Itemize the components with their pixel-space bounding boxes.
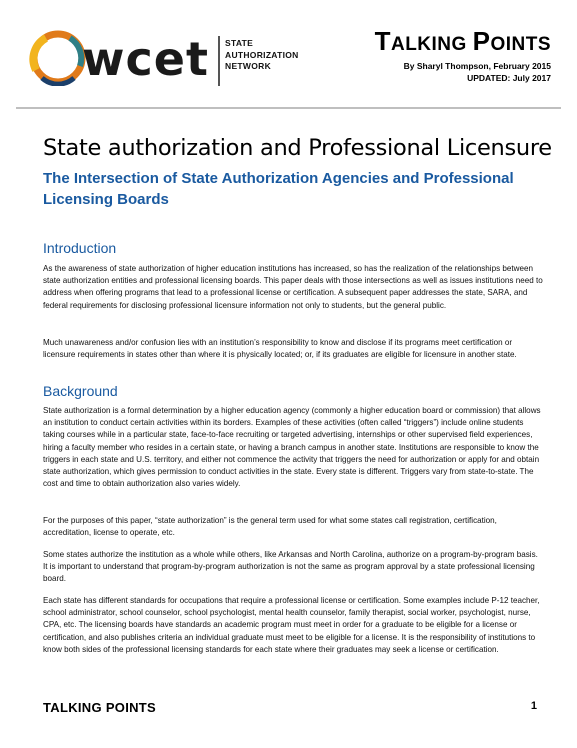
series-title (375, 26, 551, 57)
author-date: By Sharyl Thompson, February 2015 (403, 61, 551, 71)
intro-paragraph-1: As the awareness of state authorization of higher education institutions has increased, so has the realization of the relationships between state authorization entities and professional licensing boards. This paper deals with those intersections as well as issues institutions need to address when offering programs that lead to a professional license or certification. A subsequent paper addresses the state, SARA, and federal requirements for disclosing professional licensure information not only to students, but the general public. (43, 264, 543, 310)
background-paragraph-4: Each state has different standards for occupations that require a professional license or certification. Some examples include P-12 teacher, school administrator, school counselor, school psychologist, mental health counselor, family therapist, social worker, psychologist, nurse, CPA, etc. The licensing boards have standards an academic program must meet in order for a graduate to be eligible for a license or certification, and also publishes criteria an individual graduate must meet to be eligible for a license. It is the responsibility of institutions to know both sides of the professional licensing standards for each state where their graduates may seek a license or certification. (43, 596, 540, 654)
header-rule (16, 107, 561, 109)
page-number: 1 (530, 700, 537, 712)
background-paragraph-1: State authorization is a formal determination by a higher education agency (commonly a higher education board or commission) that allows an institution to conduct certain activities within its borders. Examples of these activities (often called “triggers”) include online students taking courses while in a particular state, face-to-face recruiting or targeted advertising, internships or other supervised field experiences, hiring a faculty member who resides in a certain state, or having a branch campus in another state. Institutions are responsible to know the triggers in each state and U.S. territory, and either not commence the activity that triggers the need for authorization or apply for and obtain state authorization, which gives permission to conduct activities in the state. Every state is different. Triggers vary from state-to-state. The cost and time to obtain authorization also varies widely. (43, 406, 541, 489)
intro-paragraph-2: Much unawareness and/or confusion lies with an institution’s responsibility to know and disclose if its programs meet certification or licensure requirements in states other than where it is physically located; or, if its graduates are eligible for licensure in another state. (43, 338, 517, 360)
series-title-rest-b: OINTS (490, 34, 551, 55)
updated-date: UPDATED: July 2017 (467, 73, 551, 83)
logo-divider (218, 36, 220, 86)
logo-tag-line: STATE (225, 38, 254, 48)
page-header (0, 0, 577, 110)
logo-tag-line: AUTHORIZATION (225, 49, 299, 60)
background-paragraph-2: For the purposes of this paper, “state authorization” is the general term used for what some states call registration, certification, accreditation, license to operate, etc. (43, 516, 497, 538)
footer-label: TALKING POINTS (43, 700, 157, 715)
logo-wordmark: wcet (82, 32, 209, 86)
document-title: State authorization and Professional Licensure (43, 135, 552, 161)
introduction-heading: Introduction (43, 240, 117, 256)
logo-tag-line: NETWORK (225, 61, 272, 71)
document-subtitle: The Intersection of State Authorization Agencies and Professional Licensing Boards (43, 170, 514, 208)
logo-tagline (225, 38, 299, 73)
series-title-P: P (472, 26, 491, 56)
background-paragraph-3: Some states authorize the institution as a whole while others, like Arkansas and North Carolina, authorize on a program-by-program basis. It is important to understand that program-by-program authorization is not the same as program approval by a state professional licensing board. (43, 550, 538, 584)
background-heading: Background (43, 383, 118, 399)
wcet-logo (22, 20, 299, 90)
series-title-T: T (374, 26, 391, 56)
series-title-rest-a: ALKING (390, 34, 473, 55)
byline (404, 60, 551, 84)
